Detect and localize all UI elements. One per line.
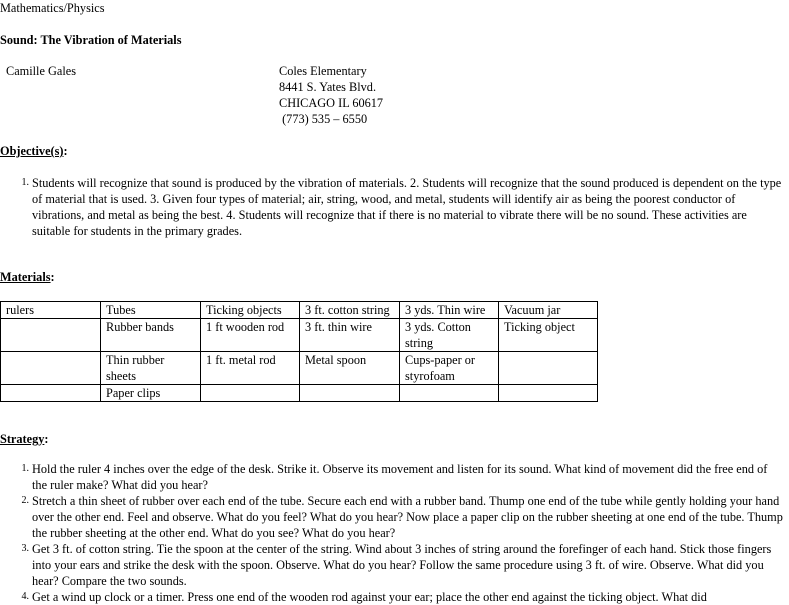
materials-table [0, 301, 598, 402]
strategy-step-text: Get 3 ft. of cotton string. Tie the spoon at the center of the string. Wind about 3 inches of string around the forefinger of each hand. Stick those fingers into your ears and strike the desk with the spoon. Observe. What do you hear? Follow the same procedure using 3 ft. of wire. Observe. What did you hear? Compare the two sounds. [32, 542, 772, 588]
strategy-heading: Strategy: [0, 432, 49, 446]
table-cell: Vacuum jar [499, 302, 598, 319]
strategy-list [14, 461, 784, 605]
table-row [1, 385, 598, 402]
table-cell [400, 385, 499, 402]
table-cell: Tubes [101, 302, 201, 319]
table-cell [499, 352, 598, 385]
objectives-list [14, 175, 784, 239]
table-row [1, 352, 598, 385]
document-title: Sound: The Vibration of Materials [0, 33, 182, 47]
list-item [14, 589, 784, 605]
materials-heading: Materials: [0, 270, 55, 284]
table-cell: rulers [1, 302, 101, 319]
author-name: Camille Gales [6, 64, 77, 78]
table-cell: 3 yds. Cotton string [400, 319, 499, 352]
table-cell [1, 352, 101, 385]
table-cell: Metal spoon [300, 352, 400, 385]
list-number: 3. [21, 543, 29, 554]
school-phone: (773) 535 – 6550 [279, 112, 368, 126]
school-street: 8441 S. Yates Blvd. [279, 80, 377, 94]
table-cell: Paper clips [101, 385, 201, 402]
table-cell: Rubber bands [101, 319, 201, 352]
list-item [14, 175, 784, 239]
table-cell [499, 385, 598, 402]
strategy-step-text: Stretch a thin sheet of rubber over each end of the tube. Secure each end with a rubber band. Thump one end of the tube while gently holding your hand over the other end. Feel and observe. What do you feel? What do you hear? Now place a paper clip on the rubber sheeting at one end of the tube. Thump the rubber sheeting at the other end. What do you see? What do you hear? [32, 494, 783, 540]
table-cell [1, 319, 101, 352]
table-cell: Thin rubber sheets [101, 352, 201, 385]
list-number: 1. [21, 177, 29, 188]
table-cell: 3 ft. thin wire [300, 319, 400, 352]
table-cell [300, 385, 400, 402]
table-cell [201, 385, 300, 402]
table-cell [1, 385, 101, 402]
school-name: Coles Elementary [279, 64, 367, 78]
table-cell: 1 ft. metal rod [201, 352, 300, 385]
table-cell: Ticking object [499, 319, 598, 352]
table-cell: Ticking objects [201, 302, 300, 319]
list-number: 2. [21, 495, 29, 506]
list-item [14, 541, 784, 589]
table-cell: 3 ft. cotton string [300, 302, 400, 319]
list-number: 1. [21, 463, 29, 474]
list-number: 4. [21, 591, 29, 602]
strategy-step-text: Get a wind up clock or a timer. Press one end of the wooden rod against your ear; place the other end against the ticking object. What did [32, 590, 707, 604]
list-item [14, 493, 784, 541]
table-cell: Cups-paper or styrofoam [400, 352, 499, 385]
subject-label: Mathematics/Physics [0, 1, 105, 15]
table-cell: 3 yds. Thin wire [400, 302, 499, 319]
list-item [14, 461, 784, 493]
school-city: CHICAGO IL 60617 [279, 96, 384, 110]
table-row [1, 302, 598, 319]
strategy-step-text: Hold the ruler 4 inches over the edge of the desk. Strike it. Observe its movement and listen for its sound. What kind of movement did the free end of the ruler make? What did you hear? [32, 462, 768, 492]
objective-text: Students will recognize that sound is produced by the vibration of materials. 2. Students will recognize that the sound produced is dependent on the type of material that is used. 3. Given four types of material; air, string, wood, and metal, students will identify air as being the poorest conductor of vibrations, and metal as being the best. 4. Students will recognize that if there is no material to vibrate there will be no sound. These activities are suitable for students in the primary grades. [32, 176, 782, 238]
table-cell: 1 ft wooden rod [201, 319, 300, 352]
table-row [1, 319, 598, 352]
objectives-heading: Objective(s): [0, 144, 68, 158]
